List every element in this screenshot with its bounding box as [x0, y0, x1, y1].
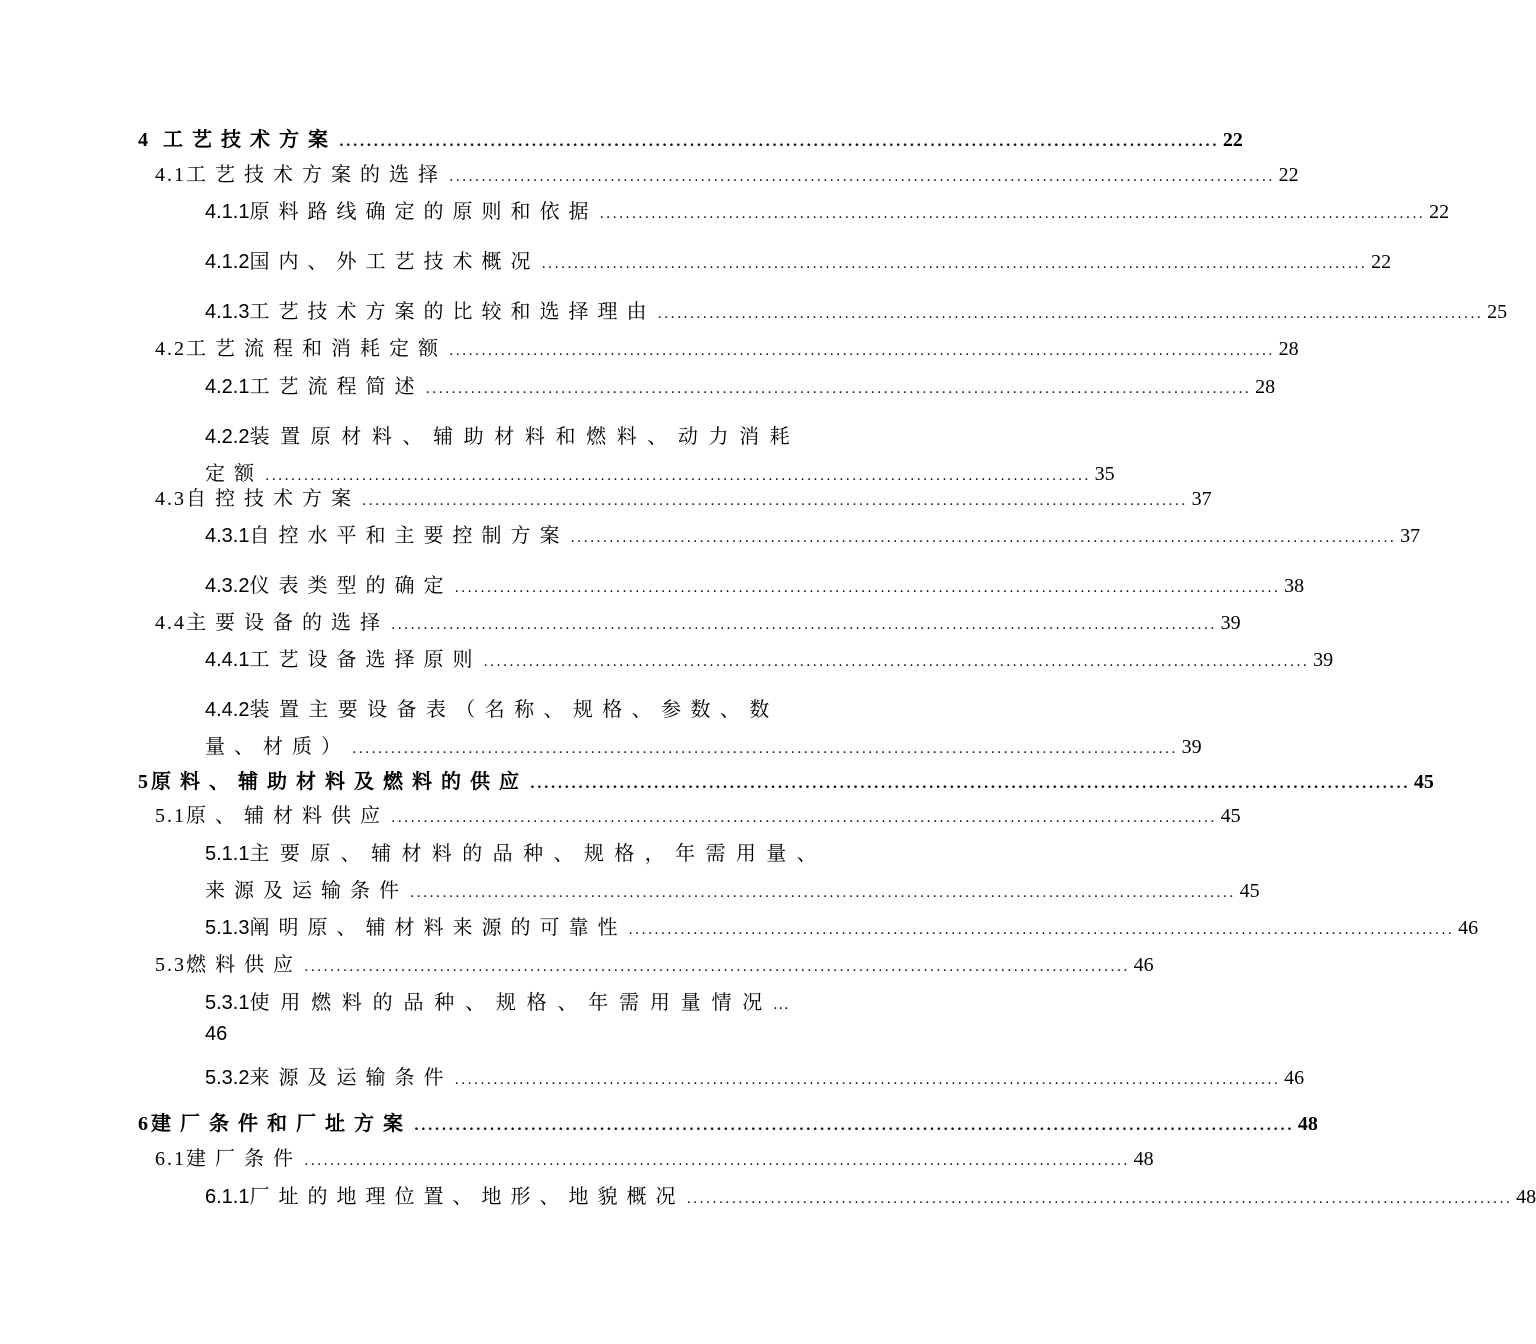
toc-number: 5 [138, 771, 149, 793]
toc-title: 仪表类型的确定 [249, 573, 453, 597]
toc-number: 5.3.1 [205, 992, 250, 1014]
toc-title: 燃料供应 [186, 952, 302, 976]
toc-entry-level3[interactable] [205, 519, 1421, 548]
toc-entry-level3[interactable] [205, 1180, 1536, 1209]
toc-leader: ................................................................................................................................ [628, 922, 1455, 938]
toc-title: 工艺技术方案的比较和选择理由 [249, 299, 656, 323]
toc-leader: ................................................................................................................................ [265, 468, 1091, 484]
toc-number: 4.2 [155, 338, 186, 360]
toc-page-number: 22 [1371, 251, 1392, 273]
toc-entry-continuation[interactable] [205, 874, 1260, 903]
toc-page-number: 38 [1284, 575, 1305, 597]
toc-number: 4.1 [155, 164, 186, 186]
toc-title: 使用燃料的品种、规格、年需用量情况 [249, 990, 774, 1014]
toc-leader: ................................................................................................................................ [304, 1153, 1130, 1169]
toc-page-number: 48 [1516, 1186, 1536, 1208]
toc-number: 5.1.1 [205, 843, 250, 865]
toc-page-number: 46 [205, 1023, 228, 1045]
toc-title: 原料路线确定的原则和依据 [249, 199, 598, 223]
toc-title: 工艺设备选择原则 [249, 647, 482, 671]
toc-leader: ... [773, 997, 790, 1013]
toc-number: 4.3.1 [205, 525, 250, 547]
toc-leader: ................................................................................................................................ [449, 343, 1275, 359]
toc-page-number: 28 [1255, 376, 1276, 398]
toc-leader: ................................................................................................................................ [339, 134, 1219, 150]
toc-leader: ................................................................................................................................ [657, 306, 1484, 322]
toc-number: 4.3 [155, 488, 186, 510]
toc-page-number: 22 [1222, 129, 1243, 151]
toc-title: 工艺技术方案的选择 [186, 162, 447, 186]
toc-leader: ................................................................................................................................ [391, 617, 1217, 633]
toc-number: 4.4 [155, 612, 186, 634]
toc-entry-level2[interactable] [155, 948, 1154, 977]
toc-title: 来源及运输条件 [249, 1065, 453, 1089]
toc-entry-level3[interactable] [205, 1061, 1305, 1090]
toc-entry-level3[interactable] [205, 295, 1508, 324]
toc-page-number: 35 [1094, 463, 1115, 485]
toc-entry-level3[interactable] [205, 643, 1334, 672]
toc-page-number: 22 [1429, 201, 1450, 223]
toc-entry-level1[interactable] [138, 1107, 1318, 1136]
toc-leader: ................................................................................................................................ [449, 169, 1275, 185]
toc-entry-level3[interactable] [205, 986, 848, 1015]
toc-title: 原料、辅助材料及燃料的供应 [151, 769, 528, 793]
toc-entry-level1[interactable] [138, 123, 1243, 152]
toc-leader: ................................................................................................................................ [686, 1191, 1513, 1207]
toc-page-number: 37 [1191, 488, 1212, 510]
toc-page-number: 45 [1220, 805, 1241, 827]
toc-entry-continuation[interactable] [205, 1023, 227, 1046]
toc-title: 工艺流程和消耗定额 [186, 336, 447, 360]
toc-title: 工艺流程简述 [249, 374, 424, 398]
toc-title: 主要原、辅材料的品种、规格，年需用量、 [249, 841, 828, 865]
toc-entry-level2[interactable] [155, 158, 1299, 187]
toc-title: 主要设备的选择 [186, 610, 389, 634]
toc-entry-level2[interactable] [155, 332, 1299, 361]
toc-entry-level2[interactable] [155, 606, 1241, 635]
toc-entry-level3[interactable] [205, 420, 848, 449]
toc-number: 5.1 [155, 805, 186, 827]
toc-leader: ................................................................................................................................ [425, 381, 1252, 397]
toc-page-number: 48 [1297, 1113, 1318, 1135]
toc-title: 工艺技术方案 [163, 127, 337, 151]
toc-leader: ................................................................................................................................ [362, 493, 1188, 509]
toc-page-number: 28 [1278, 338, 1299, 360]
toc-page-number: 25 [1487, 301, 1508, 323]
toc-entry-level2[interactable] [155, 799, 1241, 828]
toc-title: 建厂条件和厂址方案 [151, 1111, 412, 1135]
toc-title-continuation: 量、材质） [205, 734, 350, 758]
toc-page-number: 48 [1133, 1148, 1154, 1170]
toc-page-number: 39 [1220, 612, 1241, 634]
toc-number: 5.3 [155, 954, 186, 976]
toc-title: 建厂条件 [186, 1146, 302, 1170]
toc-page-number: 46 [1458, 917, 1479, 939]
toc-entry-level3[interactable] [205, 911, 1479, 940]
toc-title-continuation: 定额 [205, 461, 263, 485]
toc-entry-level3[interactable] [205, 245, 1392, 274]
toc-number: 5.3.2 [205, 1067, 250, 1089]
toc-page-number: 46 [1133, 954, 1154, 976]
toc-entry-level3[interactable] [205, 195, 1450, 224]
toc-number: 4.1.2 [205, 251, 250, 273]
toc-number: 4.2.2 [205, 426, 250, 448]
toc-entry-level3[interactable] [205, 370, 1276, 399]
toc-page-number: 39 [1313, 649, 1334, 671]
toc-entry-level2[interactable] [155, 482, 1212, 511]
toc-number: 5.1.3 [205, 917, 250, 939]
toc-leader: ................................................................................................................................ [352, 741, 1178, 757]
toc-title: 厂址的地理位置、地形、地貌概况 [249, 1184, 685, 1208]
toc-title-continuation: 来源及运输条件 [205, 878, 408, 902]
toc-leader: ................................................................................................................................ [599, 206, 1426, 222]
toc-leader: ................................................................................................................................ [570, 530, 1397, 546]
toc-title: 装置原材料、辅助材料和燃料、动力消耗 [249, 424, 801, 448]
toc-entry-level3[interactable] [205, 693, 848, 722]
toc-page-number: 45 [1239, 880, 1260, 902]
toc-number: 6.1 [155, 1148, 186, 1170]
toc-title: 自控技术方案 [186, 486, 360, 510]
toc-number: 4.4.2 [205, 699, 250, 721]
toc-number: 4.4.1 [205, 649, 250, 671]
toc-leader: ................................................................................................................................ [454, 1072, 1281, 1088]
toc-title: 自控水平和主要控制方案 [249, 523, 569, 547]
toc-page-number: 37 [1400, 525, 1421, 547]
toc-entry-level3[interactable] [205, 569, 1305, 598]
toc-leader: ................................................................................................................................ [483, 654, 1310, 670]
toc-leader: ................................................................................................................................ [414, 1118, 1294, 1134]
toc-title: 原、辅材料供应 [186, 803, 389, 827]
toc-number: 6.1.1 [205, 1186, 250, 1208]
toc-page-number: 46 [1284, 1067, 1305, 1089]
toc-entry-level3[interactable] [205, 837, 885, 866]
toc-entry-level2[interactable] [155, 1142, 1154, 1171]
toc-entry-level1[interactable] [138, 765, 1434, 794]
toc-title: 装置主要设备表（名称、规格、参数、数 [249, 697, 779, 721]
toc-page-number: 39 [1181, 736, 1202, 758]
toc-number: 4 [138, 129, 149, 151]
toc-leader: ................................................................................................................................ [454, 580, 1281, 596]
toc-leader: ................................................................................................................................ [304, 959, 1130, 975]
toc-entry-continuation[interactable] [205, 730, 1202, 759]
toc-number: 4.2.1 [205, 376, 250, 398]
toc-number: 4.3.2 [205, 575, 250, 597]
toc-title: 阐明原、辅材料来源的可靠性 [249, 915, 627, 939]
toc-number: 4.1.1 [205, 201, 250, 223]
toc-leader: ................................................................................................................................ [410, 885, 1236, 901]
toc-number: 6 [138, 1113, 149, 1135]
toc-page-number: 22 [1278, 164, 1299, 186]
toc-leader: ................................................................................................................................ [391, 810, 1217, 826]
toc-number: 4.1.3 [205, 301, 250, 323]
toc-leader: ................................................................................................................................ [541, 256, 1368, 272]
toc-leader: ................................................................................................................................ [530, 776, 1410, 792]
toc-title: 国内、外工艺技术概况 [249, 249, 540, 273]
toc-page-number: 45 [1413, 771, 1434, 793]
